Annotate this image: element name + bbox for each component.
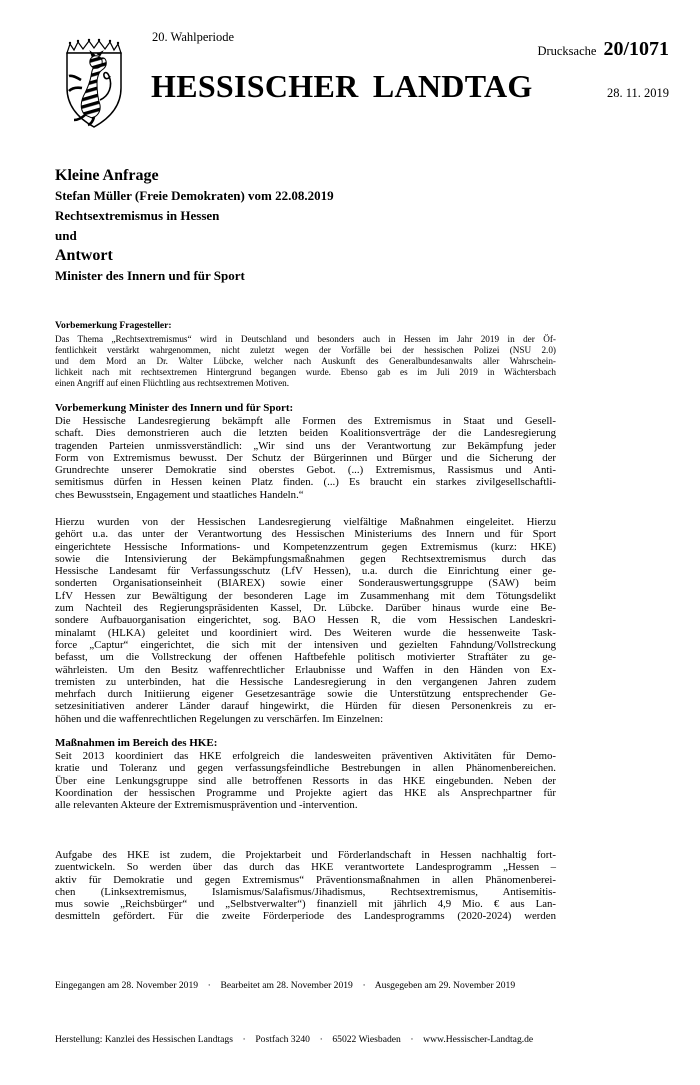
- answer-label: Antwort: [55, 247, 113, 264]
- parliament-title: HESSISCHER LANDTAG: [151, 68, 533, 104]
- section-massnahmen-hke: [55, 737, 556, 811]
- section-massnahmen-uebersicht: [55, 515, 556, 725]
- paragraph: Hierzu wurden von der Hessischen Landesregierung vielfältige Maßnahmen eingeleitet. Hierzu gehört u.a. das unter der Verantwortung des Hessischen Ministeriums des Innern und für Sport eingerichtete Hessische Informations- und Kompetenzzentrum gegen Extremismus (kurz: HKE) sowie die Intensivierung der Bekämpfungsmaßnahmen gegen Rechtsextremismus durch das Hessische Landesamt für Verfassungsschutz (LfV Hessen), u.a. durch die Einrichtung einer ge- sonderten Organisationseinheit (BIAREX) sowie einer Sonderauswertungsgruppe (SAW) beim LfV Hessen zur Bewältigung der besonderen Lage im Zusammenhang mit dem Tötungsdelikt zum Nachteil des Regierungspräsidenten Kassel, Dr. Lübcke. Darüber hinaus wurde eine Be- sondere Aufbauorganisation eingerichtet, sog. BAO Hessen R, die vom Hessischen Landeskri- minalamt (HLKA) geleitet und koordiniert wird. Des Weiteren wurde die hessenweite Task- force „Captur“ eingerichtet, die sich mit der intensiven und gezielten Fahndung/Vollstreckung befasst, um die Vollstreckung der offenen Haftbefehle politisch motivierter Straftäter zu ge- währleisten. Um den Besitz waffenrechtlicher Erlaubnisse und Waffen in den Händen von Ex- tremisten zu unterbinden, hat die Hessische Landesregierung in den vergangenen Jahren zudem mehrfach durch Initiierung eigener Gesetzesanträge sowie die Unterstützung entsprechender Ge- setzesinitiativen anderer Länder darauf hingewirkt, die Hürden für diesen Personenkreis zu er- höhen und die waffenrechtlichen Regelungen zu verschärfen. Im Einzelnen:: [55, 516, 556, 725]
- paragraph: Aufgabe des HKE ist zudem, die Projektarbeit und Förderlandschaft in Hessen nachhaltig fort- zuentwickeln. So werden über das durch das HKE verantwortete Landesprogramm „Hessen – aktiv für Demokratie und gegen Extremismus“ Präventionsmaßnahmen in allen Phänomenberei- chen (Linksextremismus, Islamismus/Salafismus/Jihadismus, Rechtsextremismus, Antisemitis- mus sowie „Reichsbürger“ und „Selbstverwalter“) finanziell mit jährlich 4,9 Mio. € aus Lan- desmitteln gefördert. Für die zweite Förderperiode des Landesprogramms (2020-2024) werden: [55, 849, 556, 923]
- section-hke-aufgaben: [55, 848, 556, 923]
- document-footer: [55, 941, 533, 1085]
- footer-publisher-line: Herstellung: Kanzlei des Hessischen Landtags · Postfach 3240 · 65022 Wiesbaden · www.Hessischer-Landtag.de: [55, 1034, 534, 1045]
- paragraph: Das Thema „Rechtsextremismus“ wird in Deutschland und besonders auch in Hessen im Jahr 2019 in der Öf- fentlichkeit verstärkt wahrgenommen, nicht zuletzt wegen der Vorfälle bei der hessischen Polizei (NSU 2.0) und dem Mord an Dr. Walter Lübcke, welcher nach Auskunft des Generalbundesanwalts aller Wahrschein- lichkeit nach mit rechtsextremen Hintergrund begangen wurde. Ebenso gab es im Juli 2019 in Wächtersbach einen Angriff auf einen Flüchtling aus rechtsextremen Motiven.: [55, 334, 556, 388]
- answer-by-line: Minister des Innern und für Sport: [55, 268, 245, 283]
- title-block: [55, 166, 575, 286]
- paragraph: Seit 2013 koordiniert das HKE erfolgreich die landesweiten präventiven Aktivitäten für Demo- kratie und Toleranz und gegen verfassungsfeindliche Bestrebungen in allen Phänomenbereichen. Über eine Lenkungsgruppe sind alle betroffenen Ressorts in das HKE eingebunden. Neben der Koordination der hessischen Programme und Projekte agiert das HKE als Ansprechpartner für alle relevanten Akteure der Extremismusprävention und -intervention.: [55, 750, 556, 812]
- drucksache-number: 20/1071: [603, 38, 669, 60]
- section-heading: Vorbemerkung Minister des Innern und für Sport:: [55, 402, 294, 414]
- section-vorbemerkung-fragesteller: [55, 320, 556, 389]
- author-line: Stefan Müller (Freie Demokraten) vom 22.08.2019: [55, 188, 334, 203]
- footer-dates-line: Eingegangen am 28. November 2019 · Bearbeitet am 28. November 2019 · Ausgegeben am 29. November 2019: [55, 980, 516, 991]
- legislative-period: 20. Wahlperiode: [152, 30, 235, 44]
- paragraph: Die Hessische Landesregierung bekämpft alle Formen des Extremismus in Staat und Gesell- schaft. Dies demonstrieren auch die letzten beiden Koalitionsverträge der die Landesregierung tragenden Parteien unmissverständlich: „Wir sind uns der Verantwortung zur Bekämpfung jeder Form von Extremismus bewusst. Der Schutz der Bürgerinnen und Bürger und die Sicherung der Grundrechte unserer Demokratie sind oberstes Gebot. (...) Extremismus, Rassismus und Anti- semitismus dürfen in Hessen keinen Platz finden. (...) Es braucht ein starkes zivilgesellschaftli- ches Bewusstsein, Engagement und staatliches Handeln.“: [55, 415, 556, 501]
- connector-line: und: [55, 228, 77, 243]
- section-heading: Maßnahmen im Bereich des HKE:: [55, 737, 218, 749]
- section-vorbemerkung-minister: [55, 402, 556, 501]
- subject-line: Rechtsextremismus in Hessen: [55, 208, 220, 223]
- document-date: 28. 11. 2019: [606, 86, 669, 100]
- hessen-coat-of-arms-icon: [63, 38, 125, 130]
- doc-type: Kleine Anfrage: [55, 167, 159, 184]
- drucksache-label: Drucksache: [537, 44, 597, 58]
- section-heading: Vorbemerkung Fragesteller:: [55, 320, 172, 331]
- document-number-line: [537, 38, 669, 61]
